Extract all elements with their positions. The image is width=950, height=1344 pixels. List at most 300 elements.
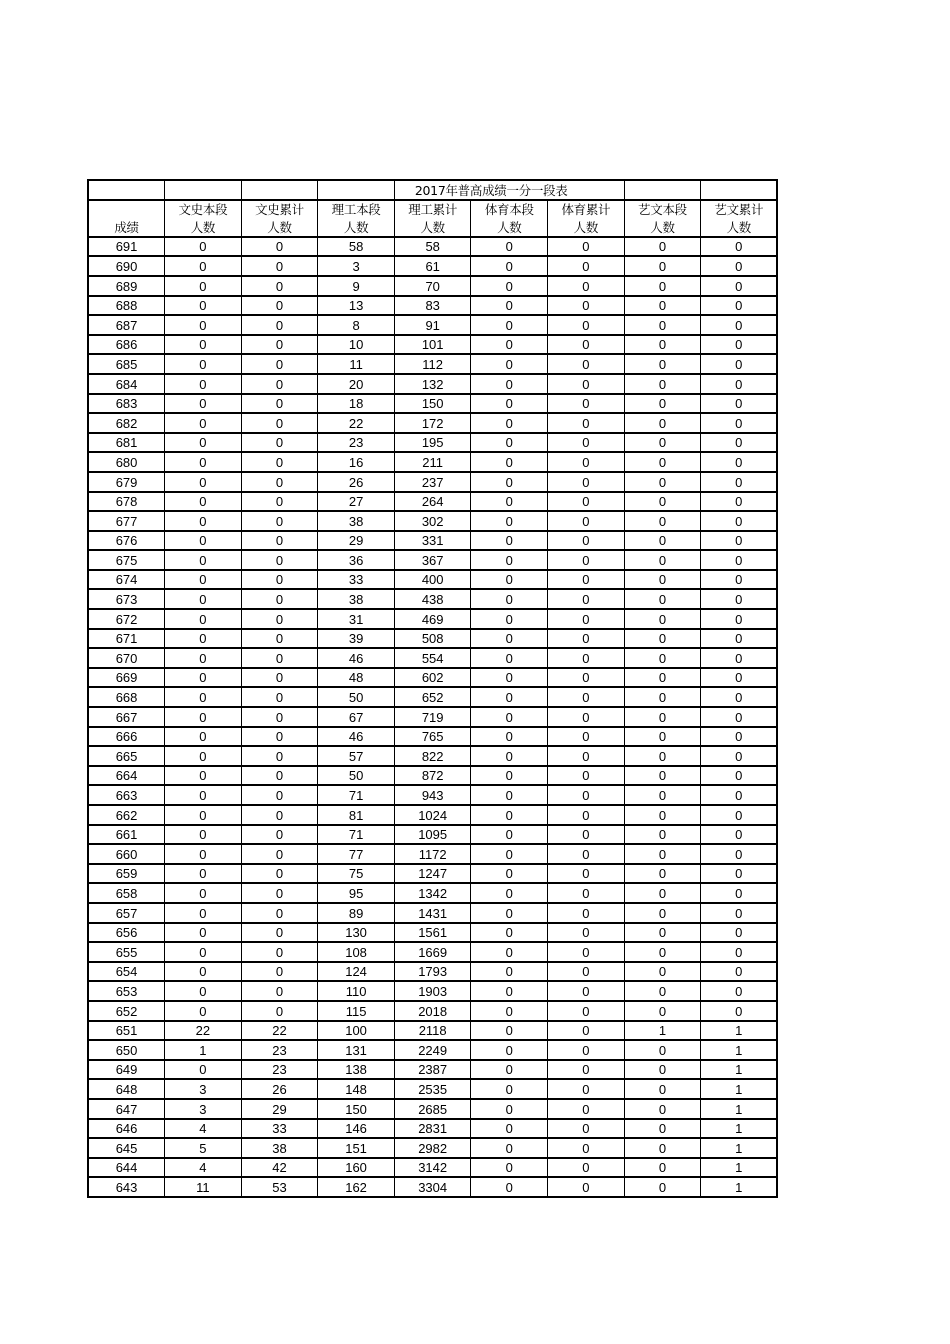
cell-tiyu-segment: 0: [471, 609, 548, 629]
score-distribution-table: [87, 179, 778, 1198]
table-row: [88, 668, 777, 688]
cell-tiyu-cumulative: 0: [548, 1158, 625, 1178]
table-row: [88, 550, 777, 570]
cell-wenshi-segment: 0: [165, 962, 242, 982]
cell-yiwen-segment: 0: [624, 1060, 701, 1080]
cell-wenshi-cumulative: 0: [241, 864, 318, 884]
empty-cell: [318, 180, 395, 200]
cell-ligong-segment: 13: [318, 296, 395, 316]
cell-wenshi-segment: 0: [165, 1001, 242, 1021]
cell-yiwen-cumulative: 1: [701, 1177, 778, 1197]
cell-ligong-segment: 3: [318, 256, 395, 276]
cell-wenshi-cumulative: 0: [241, 746, 318, 766]
cell-yiwen-segment: 0: [624, 276, 701, 296]
table-title: 2017年普高成绩一分一段表: [414, 182, 568, 198]
cell-ligong-cumulative: 2018: [394, 1001, 471, 1021]
cell-ligong-segment: 162: [318, 1177, 395, 1197]
cell-wenshi-segment: 3: [165, 1079, 242, 1099]
cell-ligong-cumulative: 237: [394, 472, 471, 492]
table-row: [88, 883, 777, 903]
cell-wenshi-segment: 0: [165, 805, 242, 825]
cell-yiwen-segment: 0: [624, 589, 701, 609]
cell-wenshi-cumulative: 0: [241, 805, 318, 825]
cell-wenshi-segment: 0: [165, 785, 242, 805]
cell-tiyu-segment: 0: [471, 1021, 548, 1041]
cell-ligong-segment: 110: [318, 981, 395, 1001]
cell-ligong-cumulative: 3142: [394, 1158, 471, 1178]
cell-wenshi-segment: 0: [165, 296, 242, 316]
cell-tiyu-segment: 0: [471, 844, 548, 864]
cell-yiwen-cumulative: 1: [701, 1060, 778, 1080]
cell-tiyu-cumulative: 0: [548, 629, 625, 649]
cell-wenshi-cumulative: 0: [241, 570, 318, 590]
cell-tiyu-segment: 0: [471, 570, 548, 590]
table-row: [88, 923, 777, 943]
cell-score: 691: [88, 237, 165, 257]
cell-tiyu-segment: 0: [471, 1119, 548, 1139]
header-ligong-cumulative: 理工累计: [394, 200, 471, 219]
cell-score: 655: [88, 942, 165, 962]
table-row: [88, 1177, 777, 1197]
cell-yiwen-cumulative: 0: [701, 609, 778, 629]
cell-tiyu-cumulative: 0: [548, 354, 625, 374]
cell-yiwen-cumulative: 0: [701, 237, 778, 257]
cell-yiwen-cumulative: 0: [701, 315, 778, 335]
cell-tiyu-cumulative: 0: [548, 335, 625, 355]
cell-ligong-segment: 138: [318, 1060, 395, 1080]
table-row: [88, 472, 777, 492]
cell-yiwen-segment: 0: [624, 766, 701, 786]
cell-tiyu-cumulative: 0: [548, 511, 625, 531]
cell-tiyu-cumulative: 0: [548, 648, 625, 668]
cell-wenshi-segment: 22: [165, 1021, 242, 1041]
cell-score: 688: [88, 296, 165, 316]
cell-ligong-cumulative: 1024: [394, 805, 471, 825]
cell-wenshi-segment: 0: [165, 629, 242, 649]
cell-score: 666: [88, 727, 165, 747]
cell-ligong-segment: 130: [318, 923, 395, 943]
cell-wenshi-segment: 0: [165, 550, 242, 570]
cell-yiwen-cumulative: 0: [701, 629, 778, 649]
cell-yiwen-segment: 0: [624, 805, 701, 825]
cell-tiyu-cumulative: 0: [548, 981, 625, 1001]
cell-ligong-cumulative: 765: [394, 727, 471, 747]
table-row: [88, 629, 777, 649]
cell-yiwen-cumulative: 0: [701, 589, 778, 609]
cell-wenshi-cumulative: 0: [241, 589, 318, 609]
cell-score: 651: [88, 1021, 165, 1041]
cell-tiyu-segment: 0: [471, 864, 548, 884]
cell-yiwen-segment: 0: [624, 1119, 701, 1139]
cell-yiwen-segment: 0: [624, 394, 701, 414]
cell-yiwen-cumulative: 0: [701, 903, 778, 923]
cell-yiwen-segment: 0: [624, 668, 701, 688]
cell-wenshi-segment: 0: [165, 668, 242, 688]
cell-ligong-cumulative: 469: [394, 609, 471, 629]
cell-yiwen-segment: 0: [624, 746, 701, 766]
cell-yiwen-cumulative: 0: [701, 766, 778, 786]
subheader-ligong-segment: 人数: [318, 218, 395, 237]
cell-tiyu-segment: 0: [471, 256, 548, 276]
cell-tiyu-cumulative: 0: [548, 609, 625, 629]
cell-tiyu-cumulative: 0: [548, 962, 625, 982]
cell-wenshi-cumulative: 0: [241, 1001, 318, 1021]
cell-ligong-cumulative: 264: [394, 492, 471, 512]
cell-tiyu-cumulative: 0: [548, 1099, 625, 1119]
table-row: [88, 237, 777, 257]
cell-yiwen-segment: 0: [624, 531, 701, 551]
cell-ligong-segment: 48: [318, 668, 395, 688]
cell-tiyu-cumulative: 0: [548, 1177, 625, 1197]
cell-ligong-cumulative: 554: [394, 648, 471, 668]
table-row: [88, 1060, 777, 1080]
cell-yiwen-segment: 0: [624, 413, 701, 433]
cell-yiwen-cumulative: 0: [701, 962, 778, 982]
cell-score: 649: [88, 1060, 165, 1080]
cell-wenshi-cumulative: 0: [241, 825, 318, 845]
table-row: [88, 492, 777, 512]
cell-wenshi-cumulative: 29: [241, 1099, 318, 1119]
cell-ligong-segment: 8: [318, 315, 395, 335]
cell-yiwen-cumulative: 0: [701, 785, 778, 805]
cell-yiwen-segment: 0: [624, 492, 701, 512]
cell-wenshi-segment: 0: [165, 433, 242, 453]
cell-ligong-segment: 18: [318, 394, 395, 414]
cell-wenshi-segment: 5: [165, 1138, 242, 1158]
cell-tiyu-cumulative: 0: [548, 825, 625, 845]
cell-score: 671: [88, 629, 165, 649]
cell-ligong-segment: 151: [318, 1138, 395, 1158]
cell-ligong-cumulative: 1172: [394, 844, 471, 864]
cell-yiwen-cumulative: 0: [701, 296, 778, 316]
cell-yiwen-segment: 0: [624, 687, 701, 707]
table-row: [88, 413, 777, 433]
subheader-tiyu-cumulative: 人数: [548, 218, 625, 237]
table-row: [88, 335, 777, 355]
cell-score: 689: [88, 276, 165, 296]
cell-wenshi-segment: 4: [165, 1119, 242, 1139]
cell-tiyu-segment: 0: [471, 354, 548, 374]
cell-tiyu-cumulative: 0: [548, 276, 625, 296]
cell-tiyu-cumulative: 0: [548, 864, 625, 884]
cell-wenshi-cumulative: 0: [241, 296, 318, 316]
cell-tiyu-cumulative: 0: [548, 1040, 625, 1060]
cell-score: 681: [88, 433, 165, 453]
table-row: [88, 648, 777, 668]
cell-ligong-cumulative: 822: [394, 746, 471, 766]
cell-yiwen-segment: 0: [624, 923, 701, 943]
cell-wenshi-cumulative: 0: [241, 648, 318, 668]
cell-tiyu-segment: 0: [471, 648, 548, 668]
table-row: [88, 315, 777, 335]
cell-yiwen-segment: 0: [624, 609, 701, 629]
cell-tiyu-segment: 0: [471, 629, 548, 649]
cell-yiwen-cumulative: 0: [701, 433, 778, 453]
table-row: [88, 276, 777, 296]
cell-yiwen-segment: 0: [624, 1001, 701, 1021]
cell-yiwen-segment: 0: [624, 629, 701, 649]
cell-ligong-cumulative: 2535: [394, 1079, 471, 1099]
cell-ligong-segment: 27: [318, 492, 395, 512]
cell-yiwen-segment: 0: [624, 511, 701, 531]
cell-tiyu-cumulative: 0: [548, 903, 625, 923]
cell-ligong-segment: 31: [318, 609, 395, 629]
cell-ligong-cumulative: 2249: [394, 1040, 471, 1060]
cell-ligong-cumulative: 1247: [394, 864, 471, 884]
cell-yiwen-cumulative: 0: [701, 413, 778, 433]
cell-yiwen-cumulative: 0: [701, 727, 778, 747]
table-row: [88, 1099, 777, 1119]
cell-tiyu-segment: 0: [471, 296, 548, 316]
cell-score: 679: [88, 472, 165, 492]
cell-ligong-segment: 38: [318, 511, 395, 531]
cell-ligong-segment: 38: [318, 589, 395, 609]
table-row: [88, 609, 777, 629]
cell-ligong-segment: 9: [318, 276, 395, 296]
table-row: [88, 981, 777, 1001]
cell-ligong-segment: 81: [318, 805, 395, 825]
cell-wenshi-cumulative: 0: [241, 687, 318, 707]
cell-wenshi-cumulative: 53: [241, 1177, 318, 1197]
cell-tiyu-segment: 0: [471, 727, 548, 747]
cell-tiyu-cumulative: 0: [548, 1060, 625, 1080]
cell-wenshi-cumulative: 0: [241, 766, 318, 786]
cell-ligong-cumulative: 438: [394, 589, 471, 609]
cell-tiyu-cumulative: 0: [548, 923, 625, 943]
cell-score: 673: [88, 589, 165, 609]
table-row: [88, 864, 777, 884]
cell-tiyu-segment: 0: [471, 1099, 548, 1119]
cell-wenshi-cumulative: 0: [241, 335, 318, 355]
cell-ligong-cumulative: 719: [394, 707, 471, 727]
cell-score: 675: [88, 550, 165, 570]
cell-wenshi-segment: 0: [165, 511, 242, 531]
cell-ligong-cumulative: 1903: [394, 981, 471, 1001]
cell-wenshi-segment: 0: [165, 315, 242, 335]
cell-ligong-segment: 29: [318, 531, 395, 551]
cell-yiwen-segment: 0: [624, 785, 701, 805]
cell-yiwen-cumulative: 0: [701, 276, 778, 296]
cell-score: 654: [88, 962, 165, 982]
cell-tiyu-segment: 0: [471, 335, 548, 355]
cell-yiwen-cumulative: 1: [701, 1158, 778, 1178]
cell-ligong-cumulative: 1669: [394, 942, 471, 962]
cell-yiwen-segment: 0: [624, 296, 701, 316]
cell-yiwen-segment: 0: [624, 903, 701, 923]
cell-yiwen-segment: 0: [624, 433, 701, 453]
cell-tiyu-segment: 0: [471, 825, 548, 845]
cell-ligong-cumulative: 1095: [394, 825, 471, 845]
cell-ligong-cumulative: 91: [394, 315, 471, 335]
cell-wenshi-cumulative: 0: [241, 923, 318, 943]
cell-yiwen-segment: 0: [624, 1040, 701, 1060]
cell-ligong-cumulative: 1793: [394, 962, 471, 982]
cell-tiyu-cumulative: 0: [548, 589, 625, 609]
cell-yiwen-cumulative: 0: [701, 883, 778, 903]
cell-yiwen-cumulative: 0: [701, 648, 778, 668]
cell-wenshi-cumulative: 26: [241, 1079, 318, 1099]
cell-ligong-cumulative: 652: [394, 687, 471, 707]
cell-wenshi-cumulative: 33: [241, 1119, 318, 1139]
cell-ligong-cumulative: 2685: [394, 1099, 471, 1119]
cell-ligong-cumulative: 2118: [394, 1021, 471, 1041]
cell-score: 667: [88, 707, 165, 727]
cell-tiyu-cumulative: 0: [548, 315, 625, 335]
cell-ligong-cumulative: 2831: [394, 1119, 471, 1139]
cell-ligong-cumulative: 101: [394, 335, 471, 355]
cell-ligong-cumulative: 2387: [394, 1060, 471, 1080]
column-unit-row: [88, 218, 777, 237]
cell-yiwen-cumulative: 0: [701, 570, 778, 590]
cell-score: 678: [88, 492, 165, 512]
cell-yiwen-segment: 0: [624, 707, 701, 727]
cell-tiyu-segment: 0: [471, 413, 548, 433]
cell-yiwen-cumulative: 0: [701, 452, 778, 472]
cell-wenshi-segment: 11: [165, 1177, 242, 1197]
cell-wenshi-segment: 0: [165, 883, 242, 903]
cell-score: 665: [88, 746, 165, 766]
cell-wenshi-segment: 1: [165, 1040, 242, 1060]
cell-wenshi-cumulative: 0: [241, 256, 318, 276]
cell-ligong-cumulative: 195: [394, 433, 471, 453]
cell-yiwen-cumulative: 1: [701, 1079, 778, 1099]
cell-score: 677: [88, 511, 165, 531]
cell-tiyu-cumulative: 0: [548, 1001, 625, 1021]
cell-score: 659: [88, 864, 165, 884]
cell-tiyu-segment: 0: [471, 315, 548, 335]
cell-ligong-cumulative: 132: [394, 374, 471, 394]
cell-tiyu-cumulative: 0: [548, 766, 625, 786]
table-row: [88, 354, 777, 374]
cell-wenshi-segment: 0: [165, 394, 242, 414]
cell-ligong-segment: 131: [318, 1040, 395, 1060]
cell-tiyu-segment: 0: [471, 589, 548, 609]
cell-score: 643: [88, 1177, 165, 1197]
table-row: [88, 296, 777, 316]
cell-ligong-segment: 50: [318, 687, 395, 707]
cell-ligong-cumulative: 508: [394, 629, 471, 649]
cell-ligong-segment: 46: [318, 727, 395, 747]
cell-wenshi-segment: 0: [165, 570, 242, 590]
cell-tiyu-segment: 0: [471, 785, 548, 805]
cell-tiyu-segment: 0: [471, 1177, 548, 1197]
cell-wenshi-cumulative: 0: [241, 903, 318, 923]
cell-wenshi-cumulative: 0: [241, 981, 318, 1001]
table-row: [88, 433, 777, 453]
cell-ligong-cumulative: 302: [394, 511, 471, 531]
cell-ligong-segment: 20: [318, 374, 395, 394]
cell-tiyu-segment: 0: [471, 962, 548, 982]
cell-wenshi-cumulative: 0: [241, 511, 318, 531]
cell-ligong-segment: 23: [318, 433, 395, 453]
cell-wenshi-cumulative: 0: [241, 315, 318, 335]
cell-yiwen-segment: 0: [624, 1079, 701, 1099]
cell-yiwen-cumulative: 0: [701, 981, 778, 1001]
cell-yiwen-segment: 0: [624, 452, 701, 472]
cell-wenshi-segment: 0: [165, 687, 242, 707]
cell-tiyu-segment: 0: [471, 237, 548, 257]
cell-yiwen-segment: 0: [624, 942, 701, 962]
cell-tiyu-segment: 0: [471, 276, 548, 296]
cell-tiyu-segment: 0: [471, 707, 548, 727]
cell-wenshi-segment: 4: [165, 1158, 242, 1178]
table-row: [88, 1040, 777, 1060]
cell-wenshi-cumulative: 0: [241, 844, 318, 864]
cell-yiwen-cumulative: 0: [701, 1001, 778, 1021]
subheader-wenshi-segment: 人数: [165, 218, 242, 237]
table-row: [88, 570, 777, 590]
cell-yiwen-segment: 0: [624, 374, 701, 394]
cell-score: 686: [88, 335, 165, 355]
cell-score: 674: [88, 570, 165, 590]
table-row: [88, 825, 777, 845]
cell-yiwen-segment: 0: [624, 864, 701, 884]
cell-tiyu-segment: 0: [471, 1060, 548, 1080]
cell-yiwen-segment: 0: [624, 1099, 701, 1119]
cell-tiyu-cumulative: 0: [548, 394, 625, 414]
table-row: [88, 511, 777, 531]
cell-tiyu-segment: 0: [471, 805, 548, 825]
cell-ligong-cumulative: 2982: [394, 1138, 471, 1158]
cell-wenshi-cumulative: 0: [241, 727, 318, 747]
cell-ligong-segment: 75: [318, 864, 395, 884]
table-body: [88, 237, 777, 1197]
cell-yiwen-segment: 0: [624, 315, 701, 335]
empty-cell: [624, 180, 701, 200]
cell-tiyu-segment: 0: [471, 746, 548, 766]
subheader-wenshi-cumulative: 人数: [241, 218, 318, 237]
cell-ligong-cumulative: 1561: [394, 923, 471, 943]
table-title-cell: [394, 180, 624, 200]
cell-yiwen-segment: 0: [624, 335, 701, 355]
cell-ligong-segment: 146: [318, 1119, 395, 1139]
cell-yiwen-segment: 0: [624, 825, 701, 845]
cell-score: 676: [88, 531, 165, 551]
cell-tiyu-segment: 0: [471, 433, 548, 453]
cell-wenshi-segment: 0: [165, 746, 242, 766]
cell-yiwen-cumulative: 0: [701, 374, 778, 394]
cell-yiwen-segment: 0: [624, 962, 701, 982]
cell-yiwen-cumulative: 0: [701, 335, 778, 355]
cell-wenshi-cumulative: 0: [241, 883, 318, 903]
table-row: [88, 256, 777, 276]
cell-yiwen-cumulative: 0: [701, 942, 778, 962]
cell-ligong-segment: 11: [318, 354, 395, 374]
cell-ligong-segment: 71: [318, 785, 395, 805]
cell-yiwen-cumulative: 1: [701, 1040, 778, 1060]
cell-wenshi-cumulative: 0: [241, 668, 318, 688]
cell-wenshi-segment: 3: [165, 1099, 242, 1119]
cell-yiwen-cumulative: 0: [701, 531, 778, 551]
cell-wenshi-cumulative: 42: [241, 1158, 318, 1178]
cell-yiwen-segment: 0: [624, 237, 701, 257]
cell-ligong-segment: 50: [318, 766, 395, 786]
cell-wenshi-segment: 0: [165, 1060, 242, 1080]
cell-ligong-cumulative: 1342: [394, 883, 471, 903]
cell-wenshi-cumulative: 38: [241, 1138, 318, 1158]
cell-ligong-cumulative: 3304: [394, 1177, 471, 1197]
cell-wenshi-segment: 0: [165, 452, 242, 472]
cell-yiwen-cumulative: 1: [701, 1099, 778, 1119]
cell-tiyu-segment: 0: [471, 1040, 548, 1060]
cell-yiwen-segment: 0: [624, 1177, 701, 1197]
cell-tiyu-cumulative: 0: [548, 942, 625, 962]
subheader-yiwen-cumulative: 人数: [701, 218, 778, 237]
table-row: [88, 844, 777, 864]
cell-score: 669: [88, 668, 165, 688]
empty-cell: [701, 180, 778, 200]
cell-ligong-segment: 115: [318, 1001, 395, 1021]
